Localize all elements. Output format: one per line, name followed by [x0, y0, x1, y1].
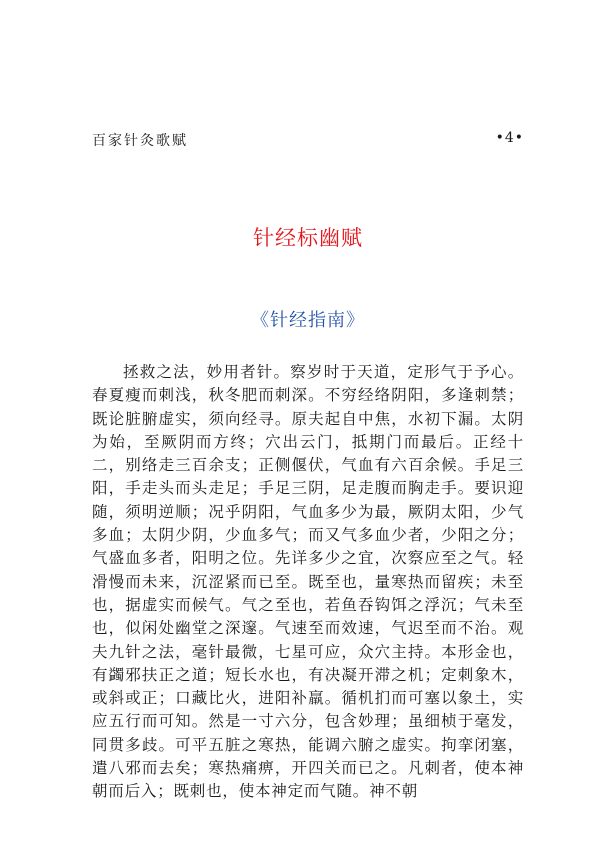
chapter-title: 针经标幽赋: [253, 226, 363, 250]
page-number: •4•: [495, 130, 524, 146]
book-title: 百家针灸歌赋: [92, 133, 188, 149]
running-header: [92, 130, 524, 154]
body-paragraph: 拯救之法，妙用者针。察岁时于天道，定形气于予心。春夏瘦而刺浅，秋冬肥而刺深。不穷经络阴阳，多逢刺禁；既论脏腑虚实，须向经寻。原夫起自中焦，水初下漏。太阴为始，至厥阴而方终；穴出云门，抵期门而最后。正经十二，别络走三百余支；正侧偃伏，气血有六百余候。手足三阳，手走头而头走足；手足三阴，足走腹而胸走手。要识迎随，须明逆顺；况乎阴阳，气血多少为最，厥阴太阳，少气多血；太阴少阴，少血多气；而又气多血少者，少阳之分；气盛血多者，阳明之位。先详多少之宜，次察应至之气。轻滑慢而未来，沉涩紧而已至。既至也，量寒热而留疾；未至也，据虚实而候气。气之至也，若鱼吞钩饵之浮沉；气未至也，似闲处幽堂之深邃。气速至而效速，气迟至而不治。观夫九针之法，毫针最微，七星可应，众穴主持。本形金也，有蠲邪扶正之道；短长水也，有决凝开滞之机；定刺象木，或斜或正；口藏比火，进阳补羸。循机扪而可塞以象土，实应五行而可知。然是一寸六分，包含妙理；虽细桢于毫发，同贯多歧。可平五脏之寒热，能调六腑之虚实。拘挛闭塞，遣八邪而去矣；寒热痛痹，开四关而已之。凡刺者，使本神朝而后入；既刺也，使本神定而气随。神不朝: [92, 363, 524, 801]
source-title: 《针经指南》: [251, 310, 365, 331]
